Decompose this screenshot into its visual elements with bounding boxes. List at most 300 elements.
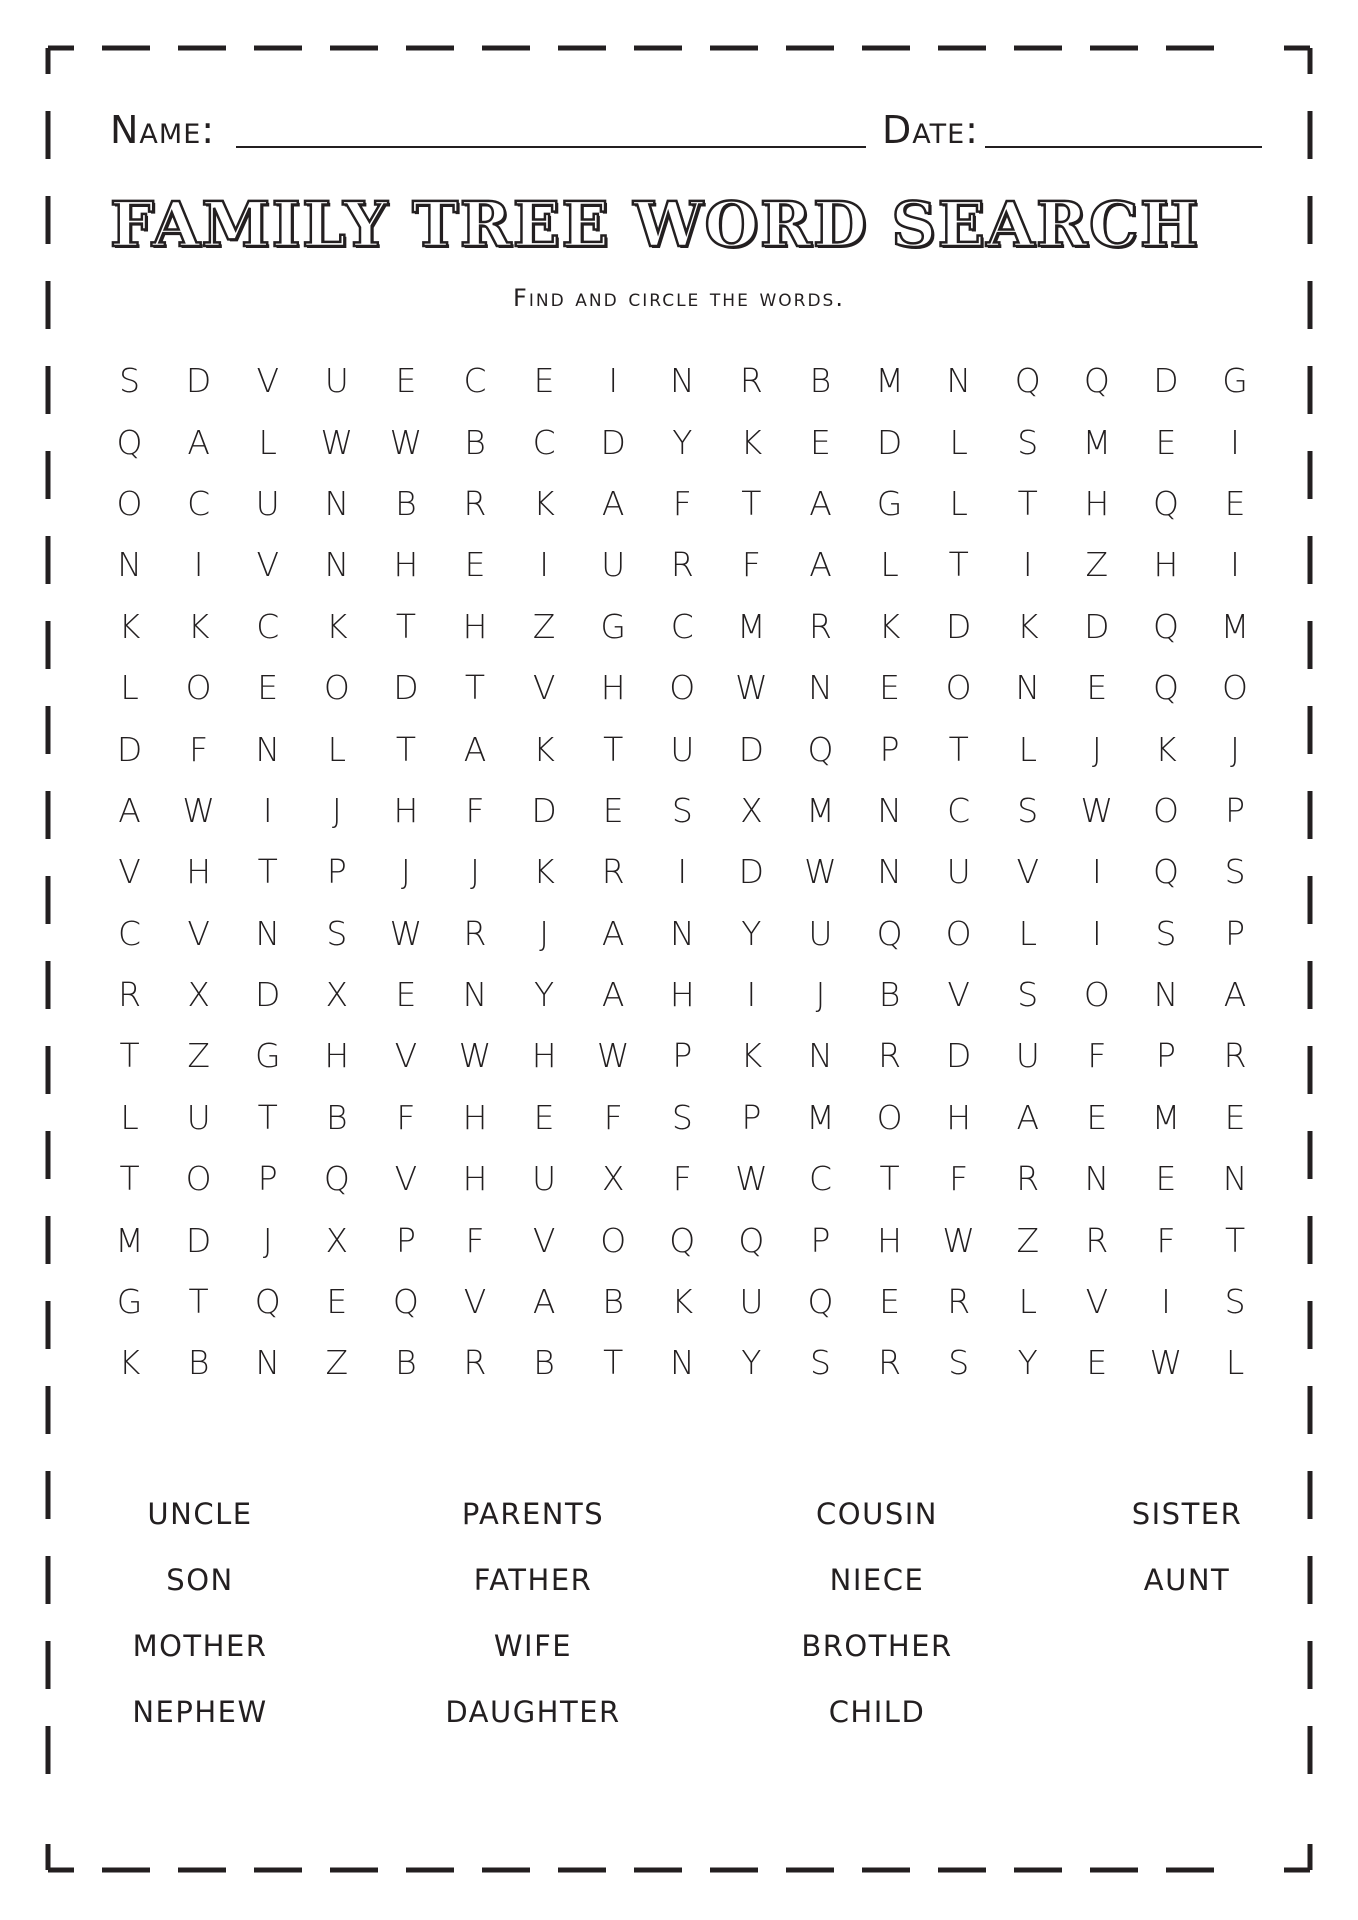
grid-letter[interactable]: E <box>395 975 417 1015</box>
grid-letter[interactable]: V <box>1085 1282 1109 1322</box>
grid-letter[interactable]: T <box>1017 483 1038 523</box>
grid-letter[interactable]: B <box>602 1282 624 1322</box>
grid-letter[interactable]: E <box>395 361 417 401</box>
word-column <box>747 1494 1007 1758</box>
grid-letter[interactable]: N <box>808 1036 833 1076</box>
grid-letter[interactable]: Q <box>116 422 143 462</box>
grid-letter[interactable]: A <box>118 790 141 830</box>
grid-letter[interactable]: H <box>186 852 212 892</box>
grid-letter[interactable]: W <box>320 422 354 462</box>
grid-letter[interactable]: P <box>1156 1036 1176 1076</box>
grid-letter[interactable]: O <box>185 668 212 708</box>
grid-letter[interactable]: Q <box>1014 361 1041 401</box>
grid-letter[interactable]: Z <box>325 1343 349 1383</box>
grid-letter[interactable]: O <box>945 913 972 953</box>
grid-letter[interactable]: M <box>806 1097 835 1137</box>
grid-letter[interactable]: E <box>602 790 624 830</box>
grid-letter[interactable]: M <box>1082 422 1112 462</box>
grid-letter[interactable]: P <box>810 1220 831 1260</box>
grid-letter[interactable]: H <box>877 1220 902 1260</box>
grid-letter[interactable]: W <box>942 1220 975 1260</box>
grid-letter[interactable]: T <box>119 1036 140 1076</box>
grid-letter[interactable]: U <box>808 913 833 953</box>
grid-letter[interactable]: N <box>1153 975 1179 1015</box>
grid-letter[interactable]: T <box>948 545 969 585</box>
word-list-item: AUNT <box>1143 1563 1231 1597</box>
grid-letter[interactable]: F <box>672 1159 692 1199</box>
grid-letter[interactable]: N <box>324 545 350 585</box>
grid-letter[interactable]: N <box>669 361 695 401</box>
grid-letter[interactable]: Q <box>807 729 834 769</box>
grid-letter[interactable]: D <box>185 361 212 401</box>
grid-letter[interactable]: A <box>1016 1097 1040 1137</box>
grid-letter[interactable]: N <box>877 852 902 892</box>
grid-letter[interactable]: P <box>257 1159 278 1199</box>
grid-letter[interactable]: H <box>1084 483 1110 523</box>
grid-letter[interactable]: K <box>533 483 555 523</box>
grid-letter[interactable]: T <box>603 729 624 769</box>
grid-letter[interactable]: E <box>879 1282 900 1322</box>
grid-letter[interactable]: E <box>326 1282 348 1322</box>
grid-letter[interactable]: H <box>462 606 488 646</box>
grid-letter[interactable]: L <box>120 1097 139 1137</box>
grid-letter[interactable]: D <box>1153 361 1179 401</box>
grid-letter[interactable]: O <box>876 1097 903 1137</box>
grid-letter[interactable]: I <box>746 975 757 1015</box>
grid-letter[interactable]: E <box>464 545 486 585</box>
grid-letter[interactable]: R <box>463 483 487 523</box>
grid-letter[interactable]: O <box>1222 668 1249 708</box>
grid-letter[interactable]: U <box>670 729 695 769</box>
grid-letter[interactable]: I <box>1091 852 1102 892</box>
grid-letter[interactable]: Q <box>1152 668 1179 708</box>
grid-letter[interactable]: S <box>1155 913 1177 953</box>
grid-letter[interactable]: K <box>533 729 555 769</box>
grid-letter[interactable]: Y <box>741 1343 762 1383</box>
grid-letter[interactable]: V <box>532 1220 556 1260</box>
grid-letter[interactable]: N <box>324 483 350 523</box>
grid-letter[interactable]: C <box>463 361 487 401</box>
grid-letter[interactable]: N <box>1084 1159 1110 1199</box>
grid-letter[interactable]: K <box>878 606 901 646</box>
grid-letter[interactable]: F <box>396 1097 416 1137</box>
date-label: Date: <box>882 108 979 152</box>
grid-letter[interactable]: O <box>1152 790 1179 830</box>
grid-letter[interactable]: A <box>601 483 625 523</box>
grid-letter[interactable]: T <box>395 606 416 646</box>
grid-letter[interactable]: D <box>185 1220 212 1260</box>
grid-letter[interactable]: L <box>1018 729 1037 769</box>
grid-letter[interactable]: O <box>185 1159 212 1199</box>
grid-letter[interactable]: R <box>463 1343 487 1383</box>
grid-letter[interactable]: D <box>393 668 419 708</box>
grid-letter[interactable]: V <box>947 975 970 1015</box>
grid-letter[interactable]: B <box>464 422 486 462</box>
grid-letter[interactable]: M <box>115 1220 144 1260</box>
grid-letter[interactable]: V <box>118 852 141 892</box>
grid-letter[interactable]: U <box>739 1282 764 1322</box>
grid-letter[interactable]: L <box>258 422 277 462</box>
grid-letter[interactable]: K <box>326 606 348 646</box>
grid-letter[interactable]: I <box>1091 913 1102 953</box>
grid-letter[interactable]: N <box>808 668 833 708</box>
grid-letter[interactable]: H <box>324 1036 350 1076</box>
grid-letter[interactable]: B <box>878 975 901 1015</box>
grid-letter[interactable]: F <box>949 1159 969 1199</box>
grid-letter[interactable]: R <box>878 1343 902 1383</box>
grid-letter[interactable]: H <box>1153 545 1179 585</box>
grid-letter[interactable]: T <box>395 729 416 769</box>
grid-letter[interactable]: Q <box>254 1282 281 1322</box>
grid-letter[interactable]: Q <box>876 913 903 953</box>
grid-letter[interactable]: R <box>670 545 694 585</box>
grid-letter[interactable]: P <box>1225 913 1245 953</box>
grid-letter[interactable]: Q <box>323 1159 350 1199</box>
grid-letter[interactable]: Z <box>1085 545 1109 585</box>
grid-letter[interactable]: P <box>326 852 347 892</box>
grid-letter[interactable]: C <box>118 913 142 953</box>
grid-letter[interactable]: H <box>946 1097 972 1137</box>
grid-letter[interactable]: E <box>879 668 900 708</box>
grid-letter[interactable]: O <box>323 668 350 708</box>
grid-letter[interactable]: Y <box>1017 1343 1038 1383</box>
grid-letter[interactable]: K <box>740 422 763 462</box>
grid-letter[interactable]: O <box>600 1220 627 1260</box>
grid-letter[interactable]: D <box>531 790 557 830</box>
grid-letter[interactable]: D <box>945 1036 972 1076</box>
grid-letter[interactable]: Q <box>392 1282 419 1322</box>
grid-letter[interactable]: W <box>458 1036 492 1076</box>
grid-letter[interactable]: D <box>738 729 765 769</box>
grid-letter[interactable]: C <box>808 1159 832 1199</box>
grid-letter[interactable]: F <box>465 1220 485 1260</box>
grid-letter[interactable]: O <box>669 668 696 708</box>
grid-letter[interactable]: U <box>601 545 626 585</box>
grid-letter[interactable]: T <box>741 483 762 523</box>
grid-letter[interactable]: N <box>1015 668 1041 708</box>
grid-letter[interactable]: M <box>1151 1097 1181 1137</box>
grid-letter[interactable]: B <box>395 483 417 523</box>
grid-letter[interactable]: L <box>1225 1343 1245 1383</box>
grid-letter[interactable]: I <box>677 852 688 892</box>
grid-letter[interactable]: R <box>463 913 487 953</box>
grid-letter[interactable]: R <box>1085 1220 1109 1260</box>
grid-letter[interactable]: R <box>809 606 832 646</box>
grid-letter[interactable]: U <box>532 1159 557 1199</box>
grid-letter[interactable]: N <box>255 729 281 769</box>
grid-letter[interactable]: Y <box>741 913 762 953</box>
grid-letter[interactable]: O <box>945 668 972 708</box>
grid-letter[interactable]: G <box>876 483 903 523</box>
grid-letter[interactable]: C <box>947 790 971 830</box>
grid-letter[interactable]: V <box>187 913 210 953</box>
grid-letter[interactable]: V <box>1016 852 1040 892</box>
grid-letter[interactable]: S <box>1017 422 1039 462</box>
letter-grid <box>95 350 1270 1394</box>
grid-letter[interactable]: H <box>462 1097 488 1137</box>
grid-letter[interactable]: I <box>193 545 204 585</box>
grid-letter[interactable]: B <box>326 1097 348 1137</box>
grid-letter[interactable]: R <box>601 852 625 892</box>
grid-letter[interactable]: L <box>120 668 139 708</box>
grid-letter[interactable]: Z <box>1016 1220 1040 1260</box>
grid-letter[interactable]: R <box>1223 1036 1247 1076</box>
grid-letter[interactable]: F <box>189 729 209 769</box>
word-list-item: SISTER <box>1131 1497 1243 1531</box>
grid-letter[interactable]: D <box>876 422 903 462</box>
grid-letter[interactable]: A <box>809 483 832 523</box>
grid-letter[interactable]: X <box>740 790 763 830</box>
grid-letter[interactable]: N <box>669 913 695 953</box>
grid-letter[interactable]: W <box>596 1036 630 1076</box>
grid-letter[interactable]: P <box>1225 790 1245 830</box>
grid-letter[interactable]: D <box>116 729 143 769</box>
grid-letter[interactable]: H <box>393 790 419 830</box>
grid-letter[interactable]: F <box>1087 1036 1107 1076</box>
grid-letter[interactable]: H <box>600 668 626 708</box>
grid-letter[interactable]: H <box>393 545 419 585</box>
grid-letter[interactable]: K <box>740 1036 763 1076</box>
grid-letter[interactable]: A <box>463 729 487 769</box>
grid-letter[interactable]: S <box>1017 975 1039 1015</box>
grid-letter[interactable]: D <box>945 606 972 646</box>
grid-letter[interactable]: A <box>187 422 210 462</box>
grid-letter[interactable]: S <box>1224 852 1246 892</box>
grid-letter[interactable]: K <box>1155 729 1177 769</box>
grid-letter[interactable]: V <box>532 668 556 708</box>
grid-letter[interactable]: X <box>325 1220 349 1260</box>
grid-letter[interactable]: Y <box>534 975 555 1015</box>
grid-letter[interactable]: K <box>118 1343 141 1383</box>
grid-letter[interactable]: R <box>1016 1159 1040 1199</box>
grid-letter[interactable]: T <box>119 1159 140 1199</box>
word-list-item: NEPHEW <box>132 1695 268 1729</box>
grid-letter[interactable]: W <box>735 668 768 708</box>
word-list-item: BROTHER <box>801 1629 953 1663</box>
grid-letter[interactable]: X <box>187 975 210 1015</box>
grid-letter[interactable]: J <box>401 852 411 892</box>
grid-letter[interactable]: H <box>531 1036 557 1076</box>
grid-letter[interactable]: E <box>1155 422 1177 462</box>
grid-letter[interactable]: S <box>119 361 141 401</box>
grid-letter[interactable]: V <box>394 1036 418 1076</box>
grid-letter[interactable]: C <box>532 422 556 462</box>
grid-letter[interactable]: N <box>1222 1159 1248 1199</box>
grid-letter[interactable]: V <box>256 545 280 585</box>
grid-letter[interactable]: Q <box>1152 852 1179 892</box>
grid-letter[interactable]: F <box>672 483 692 523</box>
grid-letter[interactable]: I <box>1161 1282 1171 1322</box>
grid-letter[interactable]: I <box>539 545 549 585</box>
grid-letter[interactable]: E <box>533 1097 555 1137</box>
grid-letter[interactable]: T <box>257 1097 278 1137</box>
grid-letter[interactable]: T <box>948 729 969 769</box>
grid-letter[interactable]: A <box>532 1282 556 1322</box>
grid-letter[interactable]: L <box>1018 1282 1037 1322</box>
name-field[interactable] <box>236 146 866 148</box>
grid-letter[interactable]: K <box>187 606 210 646</box>
grid-letter[interactable]: Q <box>1152 483 1179 523</box>
grid-letter[interactable]: L <box>949 422 968 462</box>
grid-letter[interactable]: R <box>118 975 142 1015</box>
grid-letter[interactable]: Q <box>807 1282 834 1322</box>
grid-letter[interactable]: E <box>257 668 279 708</box>
grid-letter[interactable]: L <box>327 729 347 769</box>
grid-letter[interactable]: E <box>1086 1343 1108 1383</box>
grid-letter[interactable]: M <box>875 361 904 401</box>
grid-letter[interactable]: W <box>182 790 215 830</box>
grid-letter[interactable]: R <box>947 1282 971 1322</box>
grid-letter[interactable]: L <box>1018 913 1037 953</box>
grid-letter[interactable]: I <box>1230 422 1240 462</box>
grid-letter[interactable]: L <box>880 545 899 585</box>
date-field[interactable] <box>985 146 1262 148</box>
word-column <box>1057 1494 1317 1626</box>
grid-letter[interactable]: T <box>257 852 278 892</box>
grid-letter[interactable]: N <box>669 1343 695 1383</box>
grid-letter[interactable]: T <box>603 1343 624 1383</box>
grid-letter[interactable]: K <box>671 1282 694 1322</box>
grid-letter[interactable]: K <box>118 606 141 646</box>
grid-letter[interactable]: V <box>463 1282 487 1322</box>
grid-letter[interactable]: J <box>331 790 342 830</box>
grid-letter[interactable]: E <box>1155 1159 1177 1199</box>
grid-letter[interactable]: E <box>810 422 831 462</box>
grid-letter[interactable]: Q <box>1083 361 1110 401</box>
grid-letter[interactable]: D <box>1084 606 1110 646</box>
grid-letter[interactable]: Q <box>669 1220 696 1260</box>
grid-letter[interactable]: N <box>462 975 488 1015</box>
grid-letter[interactable]: F <box>741 545 761 585</box>
grid-letter[interactable]: F <box>1156 1220 1176 1260</box>
grid-letter[interactable]: B <box>533 1343 555 1383</box>
name-label: Name: <box>110 108 216 152</box>
grid-letter[interactable]: T <box>1224 1220 1246 1260</box>
grid-letter[interactable]: L <box>949 483 968 523</box>
grid-letter[interactable]: V <box>256 361 280 401</box>
grid-letter[interactable]: O <box>116 483 143 523</box>
grid-letter[interactable]: U <box>1015 1036 1040 1076</box>
grid-letter[interactable]: J <box>1091 729 1102 769</box>
grid-letter[interactable]: J <box>470 852 480 892</box>
grid-letter[interactable]: S <box>671 790 693 830</box>
grid-letter[interactable]: S <box>1224 1282 1246 1322</box>
grid-letter[interactable]: N <box>255 913 281 953</box>
grid-letter[interactable]: B <box>809 361 832 401</box>
grid-letter[interactable]: X <box>601 1159 625 1199</box>
grid-letter[interactable]: B <box>395 1343 417 1383</box>
grid-letter[interactable]: C <box>670 606 694 646</box>
grid-letter[interactable]: W <box>804 852 837 892</box>
grid-letter[interactable]: T <box>464 668 486 708</box>
grid-letter[interactable]: M <box>1220 606 1250 646</box>
grid-letter[interactable]: U <box>946 852 971 892</box>
grid-letter[interactable]: H <box>462 1159 488 1199</box>
grid-letter[interactable]: Z <box>532 606 556 646</box>
grid-letter[interactable]: M <box>806 790 835 830</box>
grid-letter[interactable]: Q <box>1152 606 1179 646</box>
grid-letter[interactable]: A <box>1223 975 1247 1015</box>
grid-letter[interactable]: P <box>672 1036 693 1076</box>
grid-letter[interactable]: S <box>810 1343 831 1383</box>
grid-letter[interactable]: P <box>741 1097 762 1137</box>
grid-letter[interactable]: H <box>669 975 695 1015</box>
grid-letter[interactable]: E <box>533 361 555 401</box>
grid-letter[interactable]: W <box>735 1159 768 1199</box>
grid-letter[interactable]: G <box>600 606 626 646</box>
grid-letter[interactable]: A <box>809 545 832 585</box>
grid-letter[interactable]: W <box>1080 790 1114 830</box>
grid-letter[interactable]: I <box>608 361 619 401</box>
grid-letter[interactable]: M <box>737 606 766 646</box>
grid-letter[interactable]: U <box>255 483 280 523</box>
grid-letter[interactable]: P <box>879 729 900 769</box>
grid-letter[interactable]: T <box>879 1159 900 1199</box>
grid-letter[interactable]: J <box>1230 729 1240 769</box>
grid-letter[interactable]: G <box>116 1282 143 1322</box>
grid-letter[interactable]: C <box>256 606 280 646</box>
grid-letter[interactable]: E <box>1086 668 1108 708</box>
grid-letter[interactable]: I <box>262 790 273 830</box>
grid-letter[interactable]: E <box>1086 1097 1108 1137</box>
grid-letter[interactable]: E <box>1224 1097 1246 1137</box>
grid-letter[interactable]: O <box>1083 975 1110 1015</box>
grid-letter[interactable]: S <box>1017 790 1039 830</box>
grid-letter[interactable]: Q <box>738 1220 765 1260</box>
grid-letter[interactable]: X <box>325 975 349 1015</box>
grid-letter[interactable]: C <box>187 483 211 523</box>
grid-letter[interactable]: W <box>389 913 423 953</box>
grid-letter[interactable]: N <box>946 361 972 401</box>
grid-letter[interactable]: J <box>815 975 826 1015</box>
grid-letter[interactable]: Y <box>672 422 693 462</box>
grid-letter[interactable]: D <box>255 975 281 1015</box>
grid-letter[interactable]: G <box>1222 361 1248 401</box>
grid-letter[interactable]: J <box>539 913 549 953</box>
grid-letter[interactable]: I <box>1022 545 1033 585</box>
grid-letter[interactable]: F <box>603 1097 623 1137</box>
grid-letter[interactable]: N <box>877 790 902 830</box>
grid-letter[interactable]: Z <box>187 1036 210 1076</box>
grid-letter[interactable]: K <box>533 852 555 892</box>
grid-letter[interactable]: W <box>389 422 423 462</box>
grid-letter[interactable]: E <box>1224 483 1246 523</box>
grid-letter[interactable]: S <box>326 913 348 953</box>
grid-letter[interactable]: W <box>1149 1343 1183 1383</box>
grid-letter[interactable]: F <box>465 790 485 830</box>
grid-letter[interactable]: T <box>188 1282 209 1322</box>
grid-letter[interactable]: P <box>395 1220 416 1260</box>
grid-letter[interactable]: N <box>117 545 142 585</box>
grid-letter[interactable]: U <box>186 1097 211 1137</box>
grid-letter[interactable]: V <box>394 1159 418 1199</box>
grid-letter[interactable]: D <box>600 422 626 462</box>
grid-letter[interactable]: B <box>187 1343 210 1383</box>
grid-letter[interactable]: N <box>255 1343 281 1383</box>
grid-letter[interactable]: J <box>262 1220 273 1260</box>
grid-letter[interactable]: U <box>324 361 349 401</box>
grid-letter[interactable]: A <box>601 975 625 1015</box>
grid-letter[interactable]: R <box>878 1036 902 1076</box>
grid-letter[interactable]: S <box>948 1343 970 1383</box>
grid-letter[interactable]: S <box>671 1097 693 1137</box>
grid-letter[interactable]: A <box>601 913 625 953</box>
grid-letter[interactable]: G <box>254 1036 281 1076</box>
grid-letter[interactable]: I <box>1230 545 1240 585</box>
grid-letter[interactable]: R <box>739 361 763 401</box>
grid-letter[interactable]: D <box>738 852 765 892</box>
grid-letter[interactable]: K <box>1016 606 1039 646</box>
